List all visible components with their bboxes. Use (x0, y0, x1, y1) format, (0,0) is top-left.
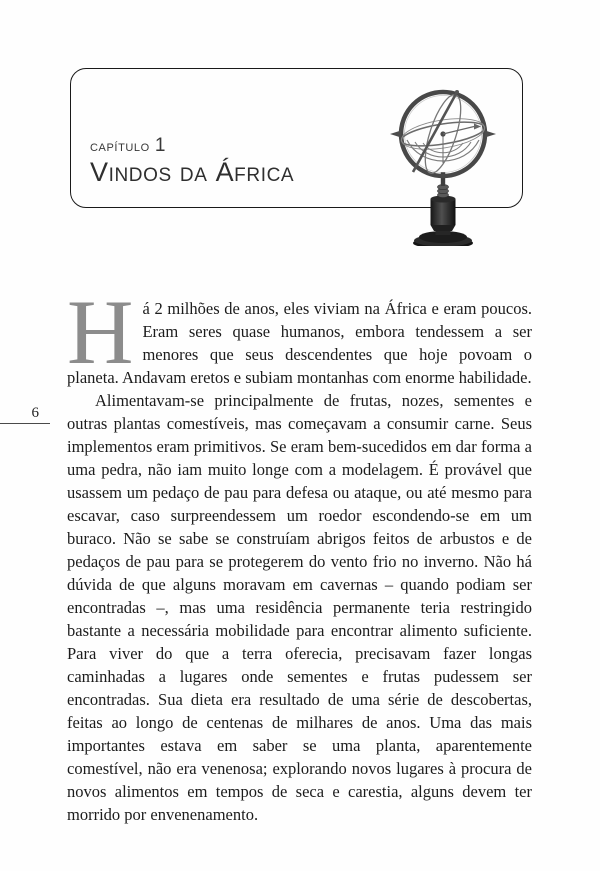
paragraph-first-text: á 2 milhões de anos, eles viviam na África e eram poucos. Eram seres quase humanos, embora tendessem a ser menores que seus descendentes que hoje povoam o planeta. Andavam eretos e subiam montanhas com enorme habilidade. (67, 299, 532, 387)
chapter-number: 1 (154, 135, 166, 156)
paragraph-first (67, 281, 532, 389)
chapter-heading (90, 135, 295, 187)
chapter-title: Vindos da África (90, 157, 295, 187)
body-text-column (67, 281, 532, 826)
margin-page-number (0, 404, 50, 424)
armillary-sphere-icon (389, 86, 499, 246)
paragraph-second: Alimentavam-se principalmente de frutas, nozes, sementes e outras plantas comestíveis, mas começavam a consumir carne. Seus implementos eram primitivos. Se eram bem-sucedidos em dar forma a uma pedra, não iam muito longe com a modelagem. É provável que usassem um pedaço de pau para defesa ou ataque, ou até mesmo para escavar, caso surpreendessem um roedor escondendo-se em um buraco. Não se sabe se construíam abrigos feitos de arbustos e de pedaços de pau para se protegerem do vento frio no inverno. Não há dúvida de que alguns moravam em cavernas – quando podiam ser encontradas –, mas uma residência permanente teria restringido bastante a necessária mobilidade para encontrar alimento suficiente. Para viver do que a terra oferecia, precisavam fazer longas caminhadas a lugares onde sementes e frutas pudessem ser encontradas. Sua dieta era resultado de uma série de descobertas, feitas ao longo de centenas de milhares de anos. Uma das mais importantes estava em saber se uma planta, aparentemente comestível, não era venenosa; explorando novos lugares à procura de novos alimentos em tempos de seca e carestia, alguns devem ter morrido por envenenamento. (67, 391, 532, 824)
drop-cap: H (67, 281, 134, 383)
chapter-label (90, 135, 294, 156)
chapter-label-text: capítulo (90, 138, 150, 155)
page-number-value: 6 (31, 405, 39, 421)
